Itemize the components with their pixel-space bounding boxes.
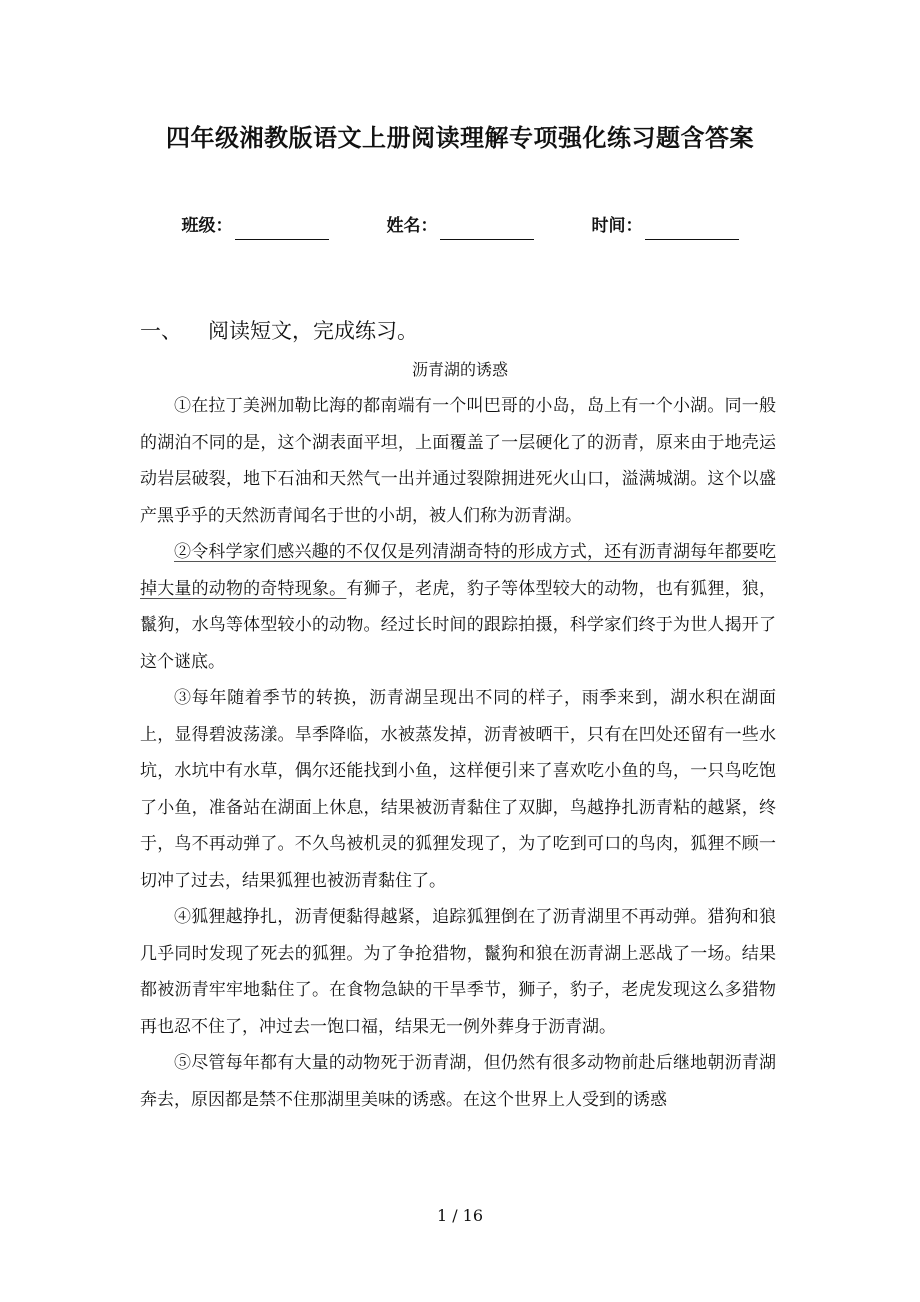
section-number: 一、: [140, 319, 182, 343]
paragraph-3: ③每年随着季节的转换，沥青湖呈现出不同的样子，雨季来到，湖水积在湖面上，显得碧波荡漾。旱季降临，水被蒸发掉，沥青被晒干，只有在凹处还留有一些水坑，水坑中有水草，偶尔还能找到小鱼，这样便引来了喜欢吃小鱼的鸟，一只鸟吃饱了小鱼，准备站在湖面上休息，结果被沥青黏住了双脚，鸟越挣扎沥青粘的越紧，终于，鸟不再动弹了。不久鸟被机灵的狐狸发现了，为了吃到可口的鸟肉，狐狸不顾一切冲了过去，结果狐狸也被沥青黏住了。: [140, 688, 776, 891]
paragraph-2-rest: 有狮子，老虎，豹子等体型较大的动物，也有狐狸，狼，鬣狗，水鸟等体型较小的动物。经过长时间的跟踪拍摄，科学家们终于为世人揭开了这个谜底。: [140, 578, 777, 672]
class-blank[interactable]: [235, 217, 329, 240]
paragraph-5: ⑤尽管每年都有大量的动物死于沥青湖，但仍然有很多动物前赴后继地朝沥青湖奔去，原因都是禁不住那湖里美味的诱惑。在这个世界上人受到的诱惑: [140, 1053, 776, 1110]
article-title: 沥青湖的诱惑: [411, 360, 508, 379]
name-field: [387, 212, 534, 240]
paragraph-4: ④狐狸越挣扎，沥青便黏得越紧，追踪狐狸倒在了沥青湖里不再动弹。猎狗和狼几乎同时发现了死去的狐狸。为了争抢猎物，鬣狗和狼在沥青湖上恶战了一场。结果都被沥青牢牢地黏住了。在食物急缺的干旱季节，狮子，豹子，老虎发现这么多猎物再也忍不住了，冲过去一饱口福，结果无一例外葬身于沥青湖。: [140, 907, 776, 1037]
page-number: 1 / 16: [436, 1206, 484, 1225]
class-label: 班级：: [181, 216, 233, 236]
article-body: [140, 388, 776, 1118]
section-heading: [140, 314, 418, 348]
paragraph-2: [140, 534, 776, 680]
class-field: [182, 212, 329, 240]
time-blank[interactable]: [645, 217, 739, 240]
time-field: [592, 212, 739, 240]
paragraph-1: ①在拉丁美洲加勒比海的都南端有一个叫巴哥的小岛，岛上有一个小湖。同一般的湖泊不同的是，这个湖表面平坦，上面覆盖了一层硬化了的沥青，原来由于地壳运动岩层破裂，地下石油和天然气一出并通过裂隙拥进死火山口，溢满城湖。这个以盛产黑乎乎的天然沥青闻名于世的小胡，被人们称为沥青湖。: [140, 396, 776, 526]
document-title: 四年级湘教版语文上册阅读理解专项强化练习题含答案: [166, 123, 754, 152]
time-label: 时间：: [591, 216, 643, 236]
name-blank[interactable]: [440, 217, 534, 240]
underlined-sentence: ②令科学家们感兴趣的不仅仅是列清湖奇特的形成方式，还有沥青湖每年都要吃掉大量的动物的奇特现象。: [140, 542, 776, 599]
name-label: 姓名：: [386, 216, 438, 236]
section-heading-text: 阅读短文，完成练习。: [208, 319, 418, 343]
student-info-row: [0, 212, 920, 240]
